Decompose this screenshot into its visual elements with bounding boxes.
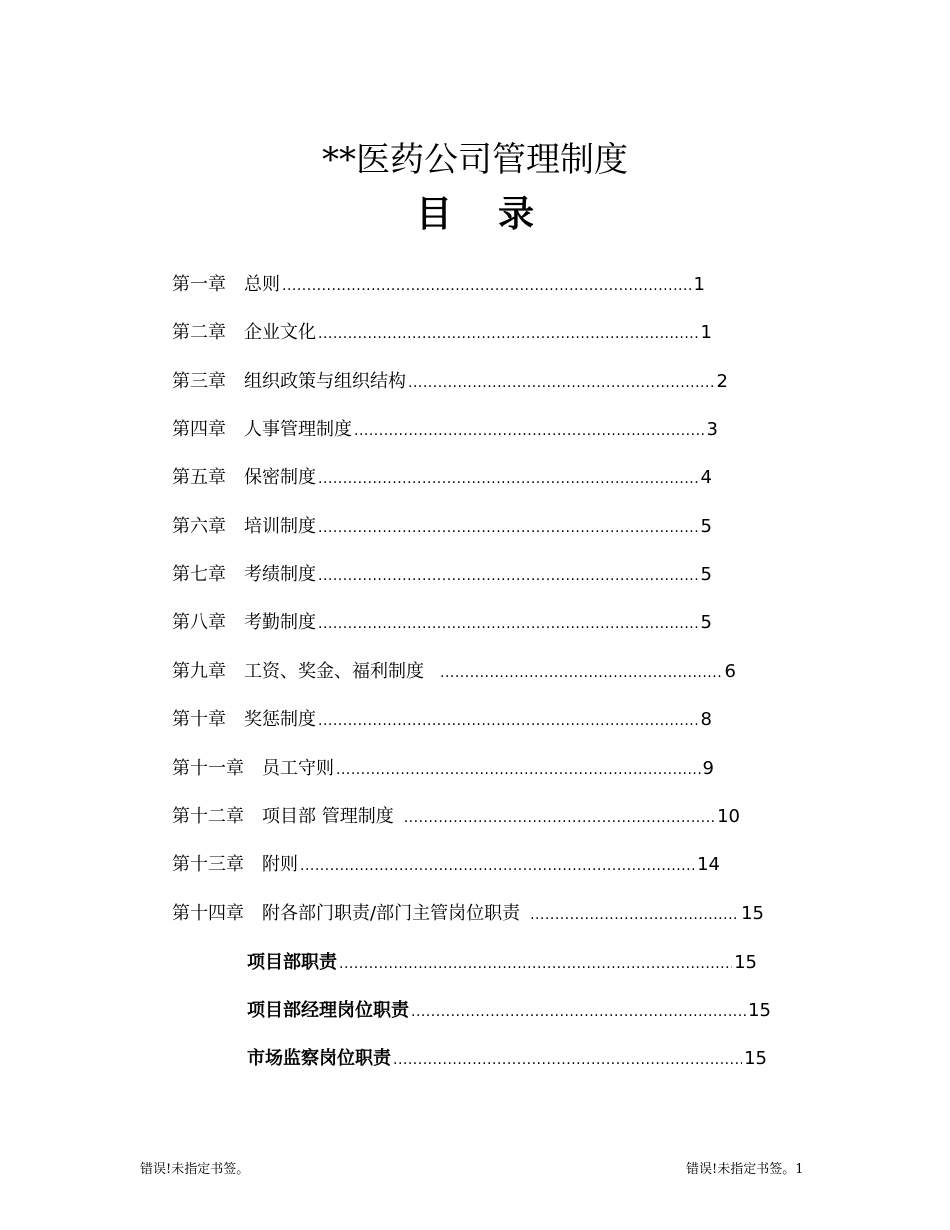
toc-page-number: 1: [693, 274, 705, 295]
toc-entry-title: 培训制度: [244, 516, 316, 537]
toc-entry[interactable]: [172, 707, 712, 733]
toc-page-number: 6: [724, 661, 736, 682]
toc-entry[interactable]: [172, 417, 718, 443]
toc-page-number: 5: [700, 564, 712, 585]
toc-leader-dots: [440, 659, 723, 685]
toc-page-number: 8: [700, 709, 712, 730]
toc-entry-title: 人事管理制度: [244, 419, 352, 440]
toc-chapter-number: 第六章: [172, 516, 226, 537]
toc-entry[interactable]: [172, 562, 712, 588]
toc-subentry[interactable]: [247, 1046, 767, 1072]
toc-entry[interactable]: [172, 465, 712, 491]
toc-subentry[interactable]: [247, 950, 757, 976]
toc-entry[interactable]: [172, 659, 736, 685]
toc-page-number: 14: [697, 854, 720, 875]
toc-entry[interactable]: [172, 756, 714, 782]
toc-leader-dots: [339, 950, 732, 976]
toc-leader-dots: [411, 998, 746, 1024]
toc-subentry-title: 项目部职责: [247, 952, 337, 973]
toc-leader-dots: [408, 369, 715, 395]
toc-chapter-number: 第十二章: [172, 806, 244, 827]
toc-entry[interactable]: [172, 272, 705, 298]
toc-entry[interactable]: [172, 852, 720, 878]
toc-leader-dots: [318, 610, 699, 636]
toc-page-number: 15: [734, 952, 757, 973]
toc-chapter-number: 第一章: [172, 274, 226, 295]
toc-chapter-number: 第五章: [172, 467, 226, 488]
toc-leader-dots: [282, 272, 692, 298]
toc-entry-title: 附各部门职责/部门主管岗位职责: [262, 903, 521, 924]
footer-right: 错误!未指定书签。1: [686, 1162, 804, 1177]
toc-leader-dots: [318, 514, 699, 540]
toc-chapter-number: 第十四章: [172, 903, 244, 924]
toc-entry-title: 总则: [244, 274, 280, 295]
toc-leader-dots: [318, 562, 699, 588]
toc-leader-dots: [300, 852, 695, 878]
toc-subentry-title: 项目部经理岗位职责: [247, 1000, 409, 1021]
toc-entry-title: 工资、奖金、福利制度: [244, 661, 424, 682]
toc-subentry-title: 市场监察岗位职责: [247, 1048, 391, 1069]
toc-leader-dots: [530, 901, 739, 927]
toc-entry-title: 考绩制度: [244, 564, 316, 585]
toc-entry[interactable]: [172, 610, 712, 636]
toc-entry[interactable]: [172, 369, 728, 395]
toc-leader-dots: [336, 756, 701, 782]
toc-entry-title: 员工守则: [262, 758, 334, 779]
toc-page-number: 2: [716, 371, 728, 392]
toc-chapter-number: 第十一章: [172, 758, 244, 779]
toc-entry-title: 企业文化: [244, 322, 316, 343]
toc-entry-title: 项目部 管理制度: [262, 806, 394, 827]
toc-leader-dots: [318, 320, 699, 346]
toc-chapter-number: 第七章: [172, 564, 226, 585]
toc-heading: 目录: [415, 194, 580, 235]
toc-page-number: 5: [700, 612, 712, 633]
toc-page-number: 15: [741, 903, 764, 924]
toc-entry-title: 奖惩制度: [244, 709, 316, 730]
toc-leader-dots: [318, 707, 699, 733]
toc-page-number: 10: [717, 806, 740, 827]
toc-page-number: 5: [700, 516, 712, 537]
document-title: **医药公司管理制度: [322, 140, 628, 180]
toc-page-number: 4: [700, 467, 712, 488]
toc-leader-dots: [354, 417, 705, 443]
toc-entry[interactable]: [172, 514, 712, 540]
toc-page-number: 15: [744, 1048, 767, 1069]
toc-entry-title: 附则: [262, 854, 298, 875]
toc-chapter-number: 第九章: [172, 661, 226, 682]
toc-entry-title: 组织政策与组织结构: [244, 371, 406, 392]
toc-leader-dots: [318, 465, 699, 491]
toc-entry[interactable]: [172, 320, 712, 346]
toc-subentry[interactable]: [247, 998, 771, 1024]
toc-entry[interactable]: [172, 804, 740, 830]
footer-left: 错误!未指定书签。: [140, 1162, 250, 1177]
toc-chapter-number: 第八章: [172, 612, 226, 633]
toc-page-number: 3: [706, 419, 718, 440]
toc-entry-title: 考勤制度: [244, 612, 316, 633]
toc-page-number: 15: [748, 1000, 771, 1021]
toc-chapter-number: 第三章: [172, 371, 226, 392]
toc-page-number: 9: [702, 758, 714, 779]
toc-chapter-number: 第十章: [172, 709, 226, 730]
toc-entry-title: 保密制度: [244, 467, 316, 488]
toc-entry[interactable]: [172, 901, 764, 927]
toc-chapter-number: 第四章: [172, 419, 226, 440]
toc-page-number: 1: [700, 322, 712, 343]
toc-leader-dots: [404, 804, 715, 830]
toc-chapter-number: 第二章: [172, 322, 226, 343]
toc-chapter-number: 第十三章: [172, 854, 244, 875]
toc-leader-dots: [393, 1046, 742, 1072]
